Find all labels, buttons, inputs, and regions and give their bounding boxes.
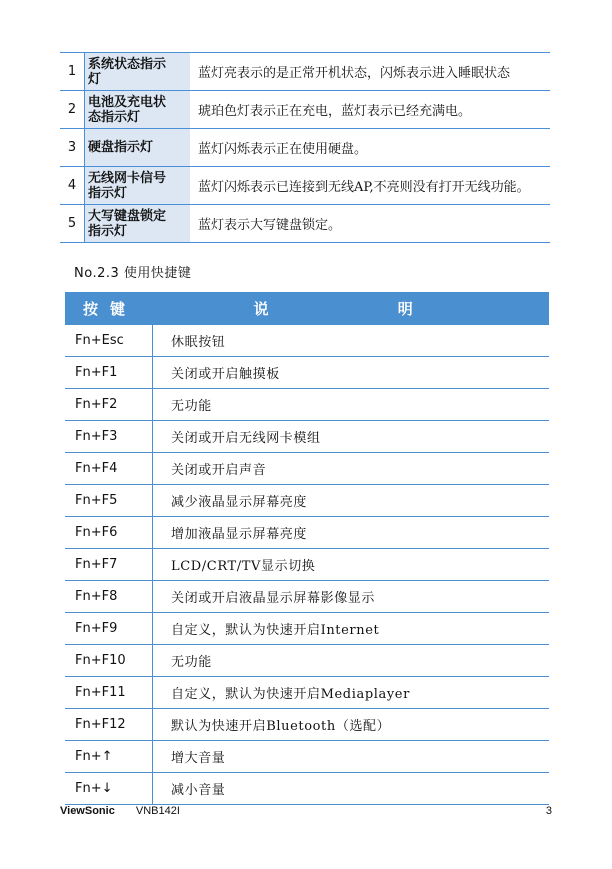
hotkey-description: 关闭或开启触摸板 xyxy=(153,357,550,389)
hotkey-key: Fn+F7 xyxy=(65,549,153,581)
hotkey-row xyxy=(65,613,549,645)
indicator-table xyxy=(60,52,550,243)
hotkey-key: Fn+F1 xyxy=(65,357,153,389)
indicator-name-line2: 指示灯 xyxy=(88,223,128,239)
indicator-name-line1: 大写键盘锁定 xyxy=(88,208,167,224)
indicator-name-line2: 指示灯 xyxy=(88,185,128,201)
hotkey-description: 减小音量 xyxy=(153,773,550,805)
indicator-row xyxy=(60,91,550,129)
hotkey-row xyxy=(65,645,549,677)
hotkey-description: 默认为快速开启Bluetooth（选配） xyxy=(153,709,550,741)
hotkey-description: 关闭或开启液晶显示屏幕影像显示 xyxy=(153,581,550,613)
hotkey-description: LCD/CRT/TV显示切换 xyxy=(153,549,550,581)
hotkey-row xyxy=(65,517,549,549)
hotkey-description: 无功能 xyxy=(153,645,550,677)
indicator-name-line2: 态指示灯 xyxy=(88,109,141,125)
indicator-description: 琥珀色灯表示正在充电，蓝灯表示已经充满电。 xyxy=(190,91,550,129)
brand-name: ViewSonic xyxy=(60,805,115,817)
hotkey-row xyxy=(65,421,549,453)
hotkey-table-header xyxy=(65,292,549,325)
indicator-description: 蓝灯表示大写键盘锁定。 xyxy=(190,205,550,243)
indicator-name-line1: 系统状态指示 xyxy=(88,56,167,72)
hotkey-row xyxy=(65,389,549,421)
hotkey-table xyxy=(65,292,549,805)
indicator-number: 3 xyxy=(60,129,85,167)
hotkey-key: Fn+↑ xyxy=(65,741,153,773)
hotkey-key: Fn+F12 xyxy=(65,709,153,741)
indicator-name xyxy=(85,129,191,167)
hotkey-row xyxy=(65,677,549,709)
hotkey-key: Fn+F5 xyxy=(65,485,153,517)
header-desc-char-1: 说 xyxy=(253,300,269,318)
hotkey-description: 减少液晶显示屏幕亮度 xyxy=(153,485,550,517)
hotkey-description: 关闭或开启声音 xyxy=(153,453,550,485)
hotkey-row xyxy=(65,581,549,613)
hotkey-description: 自定义，默认为快速开启Mediaplayer xyxy=(153,677,550,709)
hotkey-description: 增大音量 xyxy=(153,741,550,773)
hotkey-key: Fn+F4 xyxy=(65,453,153,485)
indicator-name xyxy=(85,53,191,91)
indicator-description: 蓝灯闪烁表示已连接到无线AP,不亮则没有打开无线功能。 xyxy=(190,167,550,205)
indicator-name-line1: 电池及充电状 xyxy=(88,94,167,110)
hotkey-row xyxy=(65,549,549,581)
hotkey-description: 自定义，默认为快速开启Internet xyxy=(153,613,550,645)
indicator-row xyxy=(60,53,550,91)
indicator-name-line2: 灯 xyxy=(88,71,102,87)
hotkey-row xyxy=(65,485,549,517)
hotkey-key: Fn+F8 xyxy=(65,581,153,613)
hotkey-description: 增加液晶显示屏幕亮度 xyxy=(153,517,550,549)
hotkey-key: Fn+F10 xyxy=(65,645,153,677)
header-desc-char-2: 明 xyxy=(397,300,413,318)
model-number: VNB142I xyxy=(135,805,180,817)
hotkey-row xyxy=(65,453,549,485)
indicator-row xyxy=(60,205,550,243)
indicator-description: 蓝灯闪烁表示正在使用硬盘。 xyxy=(190,129,550,167)
indicator-name-line1: 硬盘指示灯 xyxy=(88,140,154,155)
hotkey-row xyxy=(65,709,549,741)
hotkey-row xyxy=(65,357,549,389)
hotkey-description: 关闭或开启无线网卡模组 xyxy=(153,421,550,453)
indicator-name-line1: 无线网卡信号 xyxy=(88,170,167,186)
indicator-row xyxy=(60,167,550,205)
indicator-number: 2 xyxy=(60,91,85,129)
hotkey-row xyxy=(65,773,549,805)
indicator-number: 5 xyxy=(60,205,85,243)
hotkey-key: Fn+↓ xyxy=(65,773,153,805)
indicator-name xyxy=(85,205,191,243)
hotkey-key: Fn+F2 xyxy=(65,389,153,421)
header-key: 按键 xyxy=(65,292,153,325)
indicator-name xyxy=(85,91,191,129)
page-number: 3 xyxy=(545,805,552,817)
hotkey-row xyxy=(65,325,549,357)
indicator-number: 4 xyxy=(60,167,85,205)
page-footer xyxy=(60,805,552,817)
section-heading: No.2.3 使用快捷键 xyxy=(74,266,192,281)
hotkey-key: Fn+F9 xyxy=(65,613,153,645)
hotkey-key: Fn+F11 xyxy=(65,677,153,709)
indicator-name xyxy=(85,167,191,205)
indicator-number: 1 xyxy=(60,53,85,91)
indicator-row xyxy=(60,129,550,167)
hotkey-description: 休眠按钮 xyxy=(153,325,550,357)
indicator-description: 蓝灯亮表示的是正常开机状态，闪烁表示进入睡眠状态 xyxy=(190,53,550,91)
hotkey-key: Fn+F6 xyxy=(65,517,153,549)
hotkey-row xyxy=(65,741,549,773)
hotkey-description: 无功能 xyxy=(153,389,550,421)
header-description xyxy=(153,292,550,325)
hotkey-key: Fn+F3 xyxy=(65,421,153,453)
hotkey-key: Fn+Esc xyxy=(65,325,153,357)
